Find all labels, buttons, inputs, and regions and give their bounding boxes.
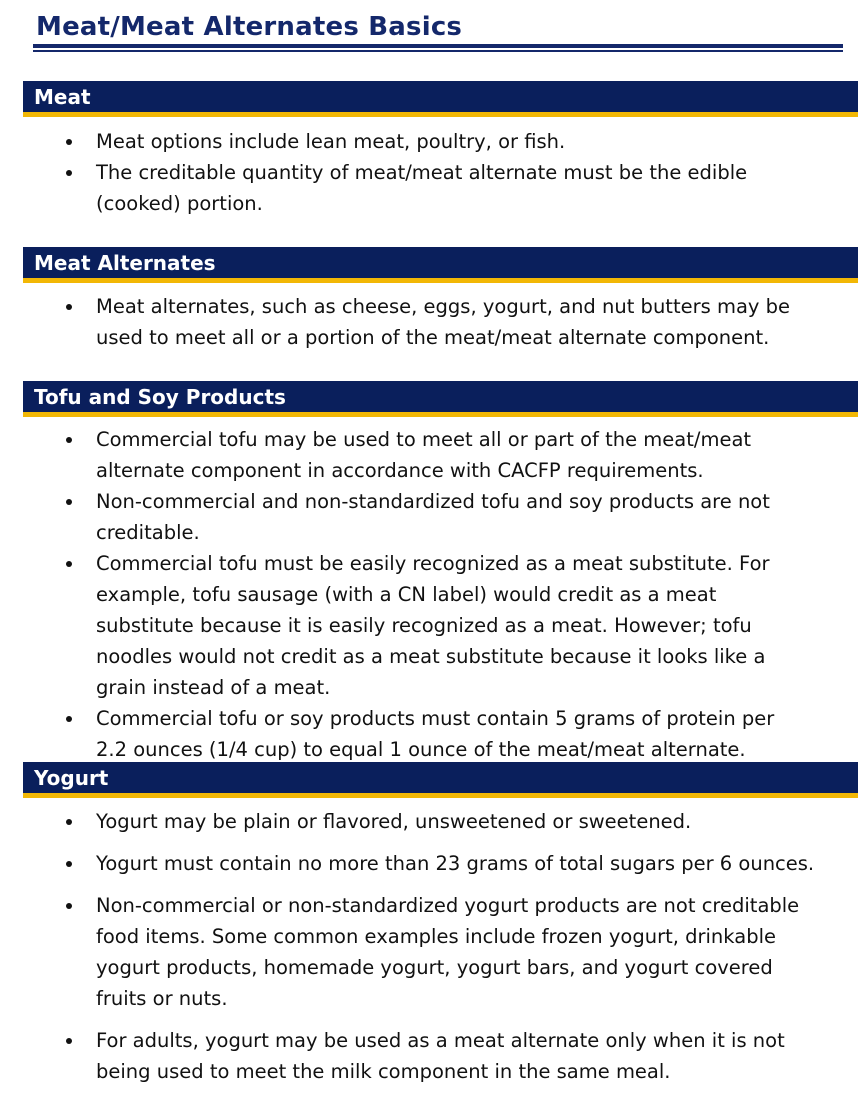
section-header-yogurt	[23, 762, 858, 798]
bullet-item	[0, 1025, 860, 1087]
bullet-item	[0, 486, 860, 548]
section-title: Tofu and Soy Products	[34, 385, 286, 409]
bullet-line: food items. Some common examples include frozen yogurt, drinkable	[96, 925, 776, 948]
bullet-line: noodles would not credit as a meat substitute because it looks like a	[96, 645, 766, 668]
section-header-tofu-soy	[23, 381, 858, 417]
bullet-item	[0, 291, 860, 353]
bullet-line: being used to meet the milk component in the same meal.	[96, 1060, 671, 1083]
title-underline-thin	[33, 50, 843, 52]
bullet-line: alternate component in accordance with CACFP requirements.	[96, 459, 704, 482]
bullet-list-meat-alternates	[0, 291, 860, 353]
bullet-line: (cooked) portion.	[96, 192, 263, 215]
section-title: Meat Alternates	[34, 251, 216, 275]
bullet-line: Yogurt must contain no more than 23 grams of total sugars per 6 ounces.	[96, 852, 815, 875]
section-header-meat	[23, 81, 858, 117]
bullet-item	[0, 126, 860, 157]
bullet-line: The creditable quantity of meat/meat alternate must be the edible	[96, 161, 748, 184]
bullet-line: Non-commercial and non-standardized tofu and soy products are not	[96, 490, 770, 513]
bullet-line: 2.2 ounces (1/4 cup) to equal 1 ounce of the meat/meat alternate.	[96, 738, 746, 761]
bullet-line: creditable.	[96, 521, 200, 544]
bullet-line: grain instead of a meat.	[96, 676, 331, 699]
bullet-list-tofu-soy	[0, 424, 860, 765]
bullet-line: yogurt products, homemade yogurt, yogurt bars, and yogurt covered	[96, 956, 773, 979]
bullet-line: Commercial tofu may be used to meet all or part of the meat/meat	[96, 428, 752, 451]
bullet-line: substitute because it is easily recognized as a meat. However; tofu	[96, 614, 752, 637]
bullet-item	[0, 548, 860, 703]
bullet-list-meat	[0, 126, 860, 219]
title-underline	[33, 44, 843, 48]
section-title: Meat	[34, 85, 91, 109]
bullet-line: fruits or nuts.	[96, 987, 228, 1010]
bullet-line: used to meet all or a portion of the meat/meat alternate component.	[96, 326, 770, 349]
section-title: Yogurt	[34, 766, 109, 790]
bullet-item	[0, 424, 860, 486]
bullet-line: Non-commercial or non-standardized yogurt products are not creditable	[96, 894, 800, 917]
bullet-item	[0, 848, 860, 879]
bullet-line: example, tofu sausage (with a CN label) would credit as a meat	[96, 583, 717, 606]
bullet-line: For adults, yogurt may be used as a meat alternate only when it is not	[96, 1029, 785, 1052]
bullet-list-yogurt	[0, 806, 860, 1087]
bullet-line: Commercial tofu or soy products must contain 5 grams of protein per	[96, 707, 775, 730]
bullet-line: Meat options include lean meat, poultry, or fish.	[96, 130, 566, 153]
bullet-item	[0, 157, 860, 219]
bullet-item	[0, 703, 860, 765]
page-title: Meat/Meat Alternates Basics	[36, 12, 463, 42]
bullet-item	[0, 806, 860, 837]
bullet-line: Commercial tofu must be easily recognized as a meat substitute. For	[96, 552, 770, 575]
bullet-item	[0, 890, 860, 1014]
bullet-line: Yogurt may be plain or flavored, unsweetened or sweetened.	[96, 810, 692, 833]
section-header-meat-alternates	[23, 247, 858, 283]
bullet-line: Meat alternates, such as cheese, eggs, yogurt, and nut butters may be	[96, 295, 791, 318]
